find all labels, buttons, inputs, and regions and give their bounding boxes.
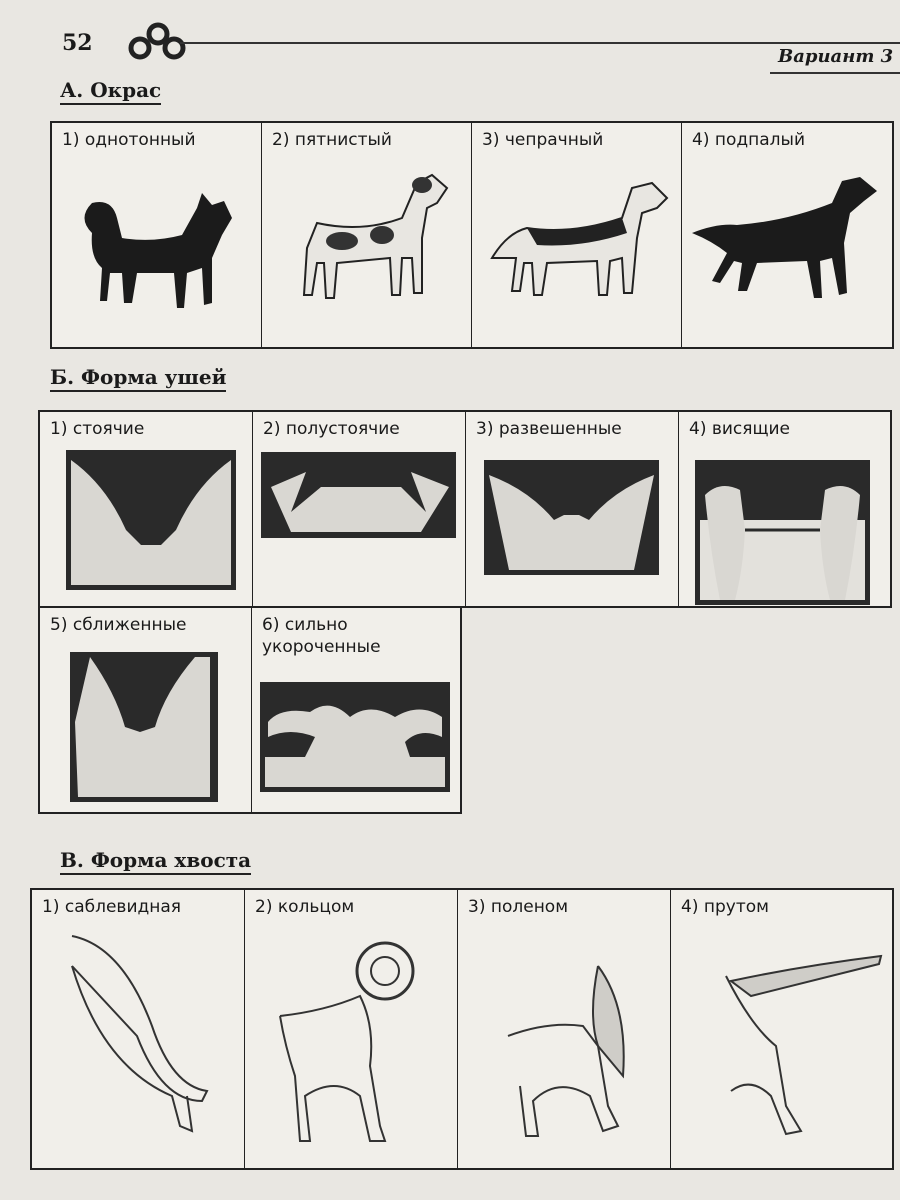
page-number: 52 bbox=[62, 30, 93, 56]
tail-cell-3 bbox=[458, 890, 671, 1168]
coat-label-3: 3) чепрачный bbox=[482, 130, 604, 150]
log-tail-icon bbox=[498, 926, 658, 1156]
ears-label-1: 1) стоячие bbox=[50, 419, 145, 439]
tail-cell-1 bbox=[32, 890, 245, 1168]
saber-tail-icon bbox=[62, 926, 232, 1156]
spread-ears-icon bbox=[484, 460, 659, 575]
tail-cell-4 bbox=[671, 890, 892, 1168]
ears-cell-1 bbox=[40, 412, 253, 606]
tail-label-1: 1) саблевидная bbox=[42, 897, 182, 917]
tail-table bbox=[30, 888, 894, 1170]
tail-label-3: 3) поленом bbox=[468, 897, 569, 917]
variant-rule bbox=[770, 72, 900, 74]
rod-tail-icon bbox=[691, 926, 886, 1156]
tail-label-4: 4) прутом bbox=[681, 897, 769, 917]
ears-cell-3 bbox=[466, 412, 679, 606]
curled-tail-icon bbox=[265, 926, 445, 1156]
coat-cell-4 bbox=[682, 123, 892, 347]
coat-label-2: 2) пятнистый bbox=[272, 130, 392, 150]
erect-ears-icon bbox=[66, 450, 236, 590]
ears-table bbox=[38, 410, 892, 814]
ears-row-1 bbox=[38, 410, 892, 608]
coat-cell-3 bbox=[472, 123, 682, 347]
coat-label-4: 4) подпалый bbox=[692, 130, 805, 150]
ears-label-6: 6) сильно укороченные bbox=[262, 615, 381, 657]
semi-erect-ears-icon bbox=[261, 452, 456, 538]
spotted-dog-icon bbox=[272, 163, 462, 333]
drop-ears-icon bbox=[695, 460, 870, 605]
cropped-ears-icon bbox=[260, 682, 450, 792]
ears-label-5: 5) сближенные bbox=[50, 615, 187, 635]
ears-label-4: 4) висящие bbox=[689, 419, 791, 439]
ears-cell-5 bbox=[40, 608, 252, 812]
section-ears-title: Б. Форма ушей bbox=[50, 365, 226, 389]
tan-point-dog-icon bbox=[692, 163, 882, 333]
tail-label-2: 2) кольцом bbox=[255, 897, 355, 917]
section-coat-title: А. Окрас bbox=[60, 78, 161, 102]
coat-label-1: 1) однотонный bbox=[62, 130, 196, 150]
coat-cell-2 bbox=[262, 123, 472, 347]
ears-label-3: 3) развешенные bbox=[476, 419, 622, 439]
header-rule bbox=[180, 42, 900, 44]
tail-cell-2 bbox=[245, 890, 458, 1168]
ears-row-2 bbox=[38, 606, 462, 814]
coat-table bbox=[50, 121, 894, 349]
saddle-dog-icon bbox=[482, 163, 672, 333]
ears-label-2: 2) полустоячие bbox=[263, 419, 400, 439]
ears-cell-2 bbox=[253, 412, 466, 606]
publisher-logo-icon bbox=[118, 20, 188, 60]
section-tail-title: В. Форма хвоста bbox=[60, 848, 251, 872]
ears-cell-4 bbox=[679, 412, 890, 606]
solid-dog-icon bbox=[62, 163, 252, 333]
variant-label: Вариант 3 bbox=[778, 46, 894, 67]
coat-cell-1 bbox=[52, 123, 262, 347]
close-set-ears-icon bbox=[70, 652, 218, 802]
ears-cell-6 bbox=[252, 608, 460, 812]
